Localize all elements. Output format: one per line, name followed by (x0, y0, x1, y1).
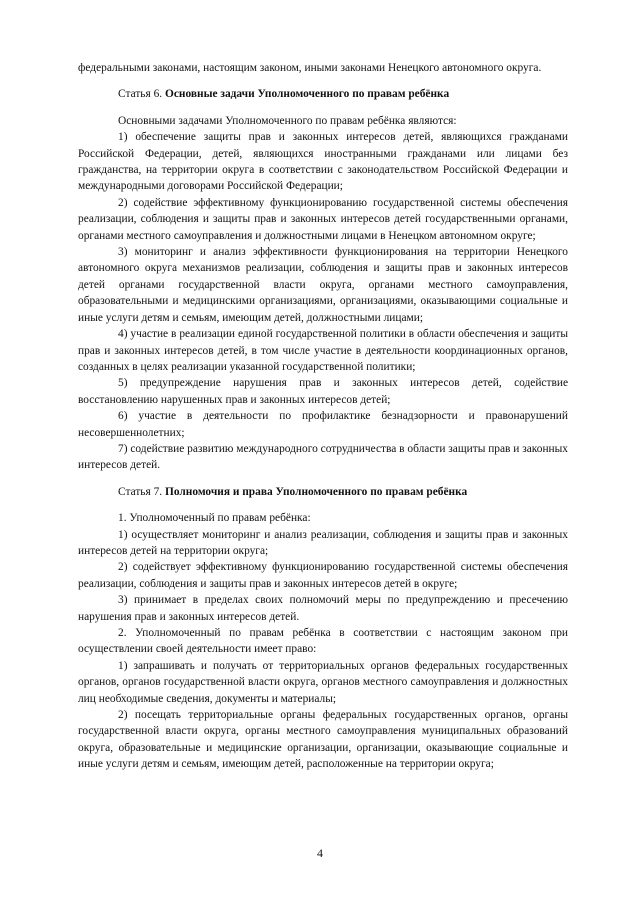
article-7-part-1-item: 1) осуществляет мониторинг и анализ реализации, соблюдения и защиты прав и законных интересов детей на территории округа; (78, 528, 568, 557)
article-6-item: 5) предупреждение нарушения прав и законных интересов детей, содействие восстановлению нарушенных прав и законных интересов детей; (78, 377, 568, 406)
article-6-prefix: Статья 6. (118, 88, 165, 101)
article-6-lead: Основными задачами Уполномоченного по правам ребёнка являются: (118, 114, 457, 127)
article-6-item: 6) участие в деятельности по профилактике безнадзорности и правонарушений несовершеннолетних; (78, 410, 568, 439)
article-6-item: 2) содействие эффективному функционированию государственной системы обеспечения реализации, соблюдения и защиты прав и законных интересов детей государственными органами, органами местного самоуправления и должностными лицами в Ненецком автономном округе; (78, 196, 568, 242)
page-number: 4 (317, 846, 323, 860)
article-7-part-1: 1. Уполномоченный по правам ребёнка: (118, 512, 311, 525)
article-7-part-2-item: 1) запрашивать и получать от территориальных органов федеральных государственных органов, органов государственной власти округа, органов местного самоуправления и должностных лиц необходимые сведения, документы и материалы; (78, 659, 568, 705)
article-6-item: 3) мониторинг и анализ эффективности функционирования на территории Ненецкого автономного округа механизмов реализации, соблюдения и защиты прав и законных интересов детей органами государственной власти округа, органами местного самоуправления, образовательными и медицинскими организациями, организациями, оказывающими социальные и иные услуги детям и семьям, имеющим детей, должностными лицами; (78, 246, 568, 324)
document-page (78, 60, 568, 773)
article-7-part-2-item: 2) посещать территориальные органы федеральных государственных органов, органы государственной власти округа, органы местного самоуправления муниципальных образований округа, образовательные и медицинские организации, организации, оказывающие социальные и иные услуги детям и семьям, имеющим детей, расположенные на территории округа; (78, 709, 568, 771)
article-6-heading (78, 86, 568, 102)
article-7-part-2: 2. Уполномоченный по правам ребёнка в соответствии с настоящим законом при осуществлении своей деятельности имеет право: (78, 627, 568, 656)
article-7-part-1-item: 3) принимает в пределах своих полномочий меры по предупреждению и пресечению нарушения прав и законных интересов детей. (78, 594, 568, 623)
article-6-item: 4) участие в реализации единой государственной политики в области обеспечения и защиты прав и законных интересов детей, в том числе участие в деятельности координационных органов, созданных в целях реализации указанной государственной политики; (78, 328, 568, 373)
article-7-prefix: Статья 7. (118, 485, 165, 498)
intro-paragraph: федеральными законами, настоящим законом, иными законами Ненецкого автономного округа. (78, 62, 542, 74)
article-6-item: 1) обеспечение защиты прав и законных интересов детей, являющихся гражданами Российской Федерации, детей, являющихся иностранными гражданами или лицами без гражданства, на территории округа в соответствии с законодательством Российской Федерации и международными договорами Российской Федерации; (78, 131, 568, 193)
article-7-heading (78, 484, 568, 500)
article-6-item: 7) содействие развитию международного сотрудничества в области защиты прав и законных интересов детей. (78, 442, 568, 472)
article-7-title: Полномочия и права Уполномоченного по правам ребёнка (164, 485, 468, 498)
article-7-part-1-item: 2) содействует эффективному функционированию государственной системы обеспечения реализации, соблюдения и защиты прав и законных интересов детей в округе; (78, 561, 568, 590)
article-6-title: Основные задачи Уполномоченного по правам ребёнка (164, 88, 450, 101)
